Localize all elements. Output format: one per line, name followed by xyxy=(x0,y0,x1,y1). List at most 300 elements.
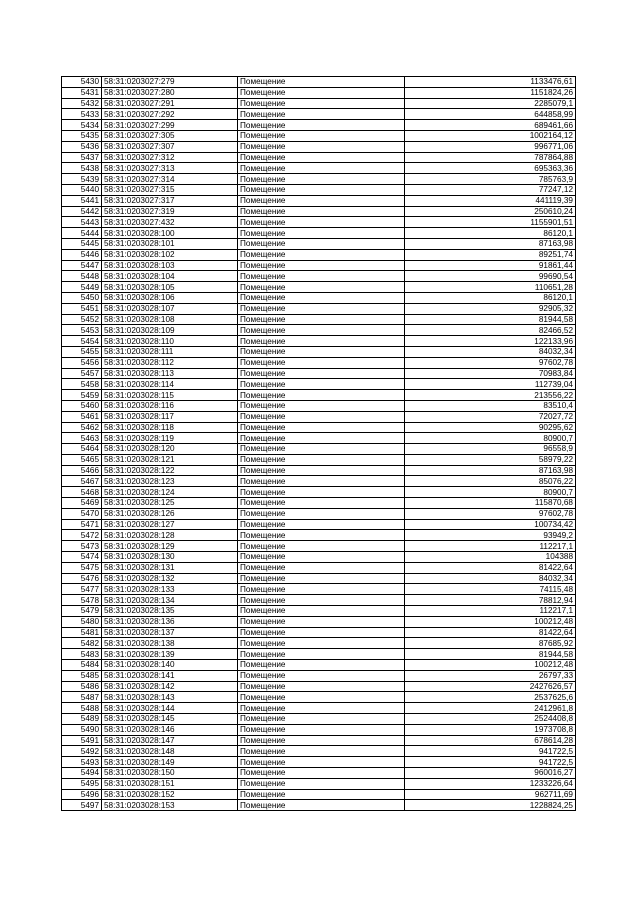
cadastral-value-cell: 962711,69 xyxy=(405,789,576,800)
object-type-cell: Помещение xyxy=(238,379,405,390)
row-number-cell: 5469 xyxy=(62,498,102,509)
table-row xyxy=(62,627,576,638)
cadastral-value-cell: 86120,1 xyxy=(405,292,576,303)
object-type-cell: Помещение xyxy=(238,260,405,271)
cadastral-value-cell: 83510,4 xyxy=(405,400,576,411)
cadastral-number-cell: 58:31:0203028:118 xyxy=(102,422,238,433)
object-type-cell: Помещение xyxy=(238,390,405,401)
table-row xyxy=(62,271,576,282)
cadastral-number-cell: 58:31:0203027:315 xyxy=(102,184,238,195)
table-row xyxy=(62,346,576,357)
object-type-cell: Помещение xyxy=(238,660,405,671)
cadastral-number-cell: 58:31:0203028:110 xyxy=(102,336,238,347)
object-type-cell: Помещение xyxy=(238,465,405,476)
cadastral-number-cell: 58:31:0203028:125 xyxy=(102,498,238,509)
cadastral-value-cell: 689461,66 xyxy=(405,120,576,131)
cadastral-value-cell: 2524408,8 xyxy=(405,714,576,725)
row-number-cell: 5466 xyxy=(62,465,102,476)
cadastral-number-cell: 58:31:0203028:130 xyxy=(102,552,238,563)
object-type-cell: Помещение xyxy=(238,141,405,152)
cadastral-value-cell: 213556,22 xyxy=(405,390,576,401)
table-row xyxy=(62,541,576,552)
row-number-cell: 5473 xyxy=(62,541,102,552)
cadastral-value-cell: 110651,28 xyxy=(405,282,576,293)
object-type-cell: Помещение xyxy=(238,325,405,336)
cadastral-number-cell: 58:31:0203028:121 xyxy=(102,454,238,465)
cadastral-value-cell: 100734,42 xyxy=(405,519,576,530)
table-row xyxy=(62,228,576,239)
cadastral-value-cell: 93949,2 xyxy=(405,530,576,541)
cadastral-value-cell: 1228824,25 xyxy=(405,800,576,811)
table-row xyxy=(62,692,576,703)
cadastral-number-cell: 58:31:0203028:105 xyxy=(102,282,238,293)
cadastral-value-cell: 678614,28 xyxy=(405,735,576,746)
cadastral-number-cell: 58:31:0203027:317 xyxy=(102,195,238,206)
object-type-cell: Помещение xyxy=(238,346,405,357)
row-number-cell: 5468 xyxy=(62,487,102,498)
table-row xyxy=(62,584,576,595)
row-number-cell: 5436 xyxy=(62,141,102,152)
cadastral-number-cell: 58:31:0203028:147 xyxy=(102,735,238,746)
row-number-cell: 5449 xyxy=(62,282,102,293)
row-number-cell: 5472 xyxy=(62,530,102,541)
row-number-cell: 5471 xyxy=(62,519,102,530)
cadastral-number-cell: 58:31:0203027:305 xyxy=(102,130,238,141)
cadastral-value-cell: 90295,62 xyxy=(405,422,576,433)
table-row xyxy=(62,336,576,347)
row-number-cell: 5433 xyxy=(62,109,102,120)
row-number-cell: 5456 xyxy=(62,357,102,368)
row-number-cell: 5442 xyxy=(62,206,102,217)
row-number-cell: 5453 xyxy=(62,325,102,336)
row-number-cell: 5495 xyxy=(62,778,102,789)
row-number-cell: 5490 xyxy=(62,724,102,735)
table-row xyxy=(62,714,576,725)
cadastral-number-cell: 58:31:0203027:299 xyxy=(102,120,238,131)
object-type-cell: Помещение xyxy=(238,206,405,217)
object-type-cell: Помещение xyxy=(238,109,405,120)
row-number-cell: 5434 xyxy=(62,120,102,131)
table-row xyxy=(62,616,576,627)
cadastral-number-cell: 58:31:0203027:291 xyxy=(102,98,238,109)
cadastral-number-cell: 58:31:0203028:104 xyxy=(102,271,238,282)
object-type-cell: Помещение xyxy=(238,120,405,131)
object-type-cell: Помещение xyxy=(238,292,405,303)
row-number-cell: 5446 xyxy=(62,249,102,260)
cadastral-value-cell: 81944,58 xyxy=(405,314,576,325)
row-number-cell: 5477 xyxy=(62,584,102,595)
cadastral-value-cell: 58979,22 xyxy=(405,454,576,465)
object-type-cell: Помещение xyxy=(238,724,405,735)
cadastral-value-cell: 785763,9 xyxy=(405,174,576,185)
table-row xyxy=(62,422,576,433)
object-type-cell: Помещение xyxy=(238,184,405,195)
cadastral-value-cell: 86120,1 xyxy=(405,228,576,239)
table-row xyxy=(62,368,576,379)
row-number-cell: 5487 xyxy=(62,692,102,703)
table-row xyxy=(62,130,576,141)
row-number-cell: 5452 xyxy=(62,314,102,325)
object-type-cell: Помещение xyxy=(238,584,405,595)
table-row xyxy=(62,195,576,206)
cadastral-number-cell: 58:31:0203028:100 xyxy=(102,228,238,239)
row-number-cell: 5441 xyxy=(62,195,102,206)
cadastral-value-cell: 1973708,8 xyxy=(405,724,576,735)
table-row xyxy=(62,120,576,131)
row-number-cell: 5485 xyxy=(62,670,102,681)
row-number-cell: 5492 xyxy=(62,746,102,757)
object-type-cell: Помещение xyxy=(238,670,405,681)
object-type-cell: Помещение xyxy=(238,336,405,347)
row-number-cell: 5474 xyxy=(62,552,102,563)
row-number-cell: 5432 xyxy=(62,98,102,109)
cadastral-value-cell: 99690,54 xyxy=(405,271,576,282)
row-number-cell: 5457 xyxy=(62,368,102,379)
object-type-cell: Помещение xyxy=(238,552,405,563)
row-number-cell: 5465 xyxy=(62,454,102,465)
cadastral-number-cell: 58:31:0203028:148 xyxy=(102,746,238,757)
table-row xyxy=(62,109,576,120)
cadastral-value-cell: 85076,22 xyxy=(405,476,576,487)
cadastral-number-cell: 58:31:0203028:111 xyxy=(102,346,238,357)
object-type-cell: Помещение xyxy=(238,498,405,509)
table-row xyxy=(62,660,576,671)
table-row xyxy=(62,292,576,303)
cadastral-value-cell: 81422,64 xyxy=(405,562,576,573)
table-row xyxy=(62,789,576,800)
cadastral-number-cell: 58:31:0203028:117 xyxy=(102,411,238,422)
table-row xyxy=(62,282,576,293)
cadastral-number-cell: 58:31:0203027:312 xyxy=(102,152,238,163)
table-row xyxy=(62,260,576,271)
cadastral-number-cell: 58:31:0203028:116 xyxy=(102,400,238,411)
table-row xyxy=(62,379,576,390)
cadastral-value-cell: 80900,7 xyxy=(405,487,576,498)
row-number-cell: 5480 xyxy=(62,616,102,627)
cadastral-value-cell: 84032,34 xyxy=(405,346,576,357)
cadastral-number-cell: 58:31:0203028:124 xyxy=(102,487,238,498)
row-number-cell: 5444 xyxy=(62,228,102,239)
cadastral-number-cell: 58:31:0203028:129 xyxy=(102,541,238,552)
cadastral-value-cell: 104388 xyxy=(405,552,576,563)
cadastral-number-cell: 58:31:0203028:122 xyxy=(102,465,238,476)
row-number-cell: 5460 xyxy=(62,400,102,411)
cadastral-value-cell: 1155901,51 xyxy=(405,217,576,228)
cadastral-value-cell: 996771,06 xyxy=(405,141,576,152)
row-number-cell: 5459 xyxy=(62,390,102,401)
object-type-cell: Помещение xyxy=(238,314,405,325)
row-number-cell: 5489 xyxy=(62,714,102,725)
row-number-cell: 5440 xyxy=(62,184,102,195)
cadastral-number-cell: 58:31:0203028:112 xyxy=(102,357,238,368)
table-row xyxy=(62,735,576,746)
cadastral-number-cell: 58:31:0203028:137 xyxy=(102,627,238,638)
object-type-cell: Помещение xyxy=(238,217,405,228)
object-type-cell: Помещение xyxy=(238,530,405,541)
cadastral-number-cell: 58:31:0203028:131 xyxy=(102,562,238,573)
table-row xyxy=(62,649,576,660)
table-row xyxy=(62,152,576,163)
cadastral-value-cell: 941722,5 xyxy=(405,757,576,768)
cadastral-value-cell: 1002164,12 xyxy=(405,130,576,141)
table-row xyxy=(62,249,576,260)
cadastral-value-cell: 250610,24 xyxy=(405,206,576,217)
object-type-cell: Помещение xyxy=(238,789,405,800)
cadastral-number-cell: 58:31:0203028:139 xyxy=(102,649,238,660)
object-type-cell: Помещение xyxy=(238,368,405,379)
object-type-cell: Помещение xyxy=(238,476,405,487)
row-number-cell: 5464 xyxy=(62,444,102,455)
object-type-cell: Помещение xyxy=(238,595,405,606)
table-row xyxy=(62,325,576,336)
table-row xyxy=(62,184,576,195)
table-row xyxy=(62,87,576,98)
cadastral-value-cell: 87685,92 xyxy=(405,638,576,649)
row-number-cell: 5454 xyxy=(62,336,102,347)
row-number-cell: 5497 xyxy=(62,800,102,811)
cadastral-number-cell: 58:31:0203028:106 xyxy=(102,292,238,303)
cadastral-number-cell: 58:31:0203028:126 xyxy=(102,508,238,519)
cadastral-number-cell: 58:31:0203028:142 xyxy=(102,681,238,692)
cadastral-value-cell: 78812,94 xyxy=(405,595,576,606)
row-number-cell: 5430 xyxy=(62,77,102,88)
cadastral-value-cell: 2427626,57 xyxy=(405,681,576,692)
cadastral-number-cell: 58:31:0203028:101 xyxy=(102,238,238,249)
cadastral-value-cell: 92905,32 xyxy=(405,303,576,314)
cadastral-number-cell: 58:31:0203028:127 xyxy=(102,519,238,530)
cadastral-value-cell: 70983,84 xyxy=(405,368,576,379)
object-type-cell: Помещение xyxy=(238,519,405,530)
cadastral-number-cell: 58:31:0203028:138 xyxy=(102,638,238,649)
cadastral-value-cell: 2537625,6 xyxy=(405,692,576,703)
object-type-cell: Помещение xyxy=(238,422,405,433)
table-row xyxy=(62,98,576,109)
table-row xyxy=(62,465,576,476)
row-number-cell: 5475 xyxy=(62,562,102,573)
object-type-cell: Помещение xyxy=(238,411,405,422)
cadastral-value-cell: 122133,96 xyxy=(405,336,576,347)
table-row xyxy=(62,77,576,88)
table-row xyxy=(62,562,576,573)
object-type-cell: Помещение xyxy=(238,77,405,88)
cadastral-value-cell: 1133476,61 xyxy=(405,77,576,88)
cadastral-number-cell: 58:31:0203027:307 xyxy=(102,141,238,152)
cadastral-number-cell: 58:31:0203028:133 xyxy=(102,584,238,595)
cadastral-number-cell: 58:31:0203028:132 xyxy=(102,573,238,584)
object-type-cell: Помещение xyxy=(238,649,405,660)
table-row xyxy=(62,530,576,541)
cadastral-value-cell: 82466,52 xyxy=(405,325,576,336)
cadastral-number-cell: 58:31:0203027:292 xyxy=(102,109,238,120)
object-type-cell: Помещение xyxy=(238,487,405,498)
table-row xyxy=(62,444,576,455)
cadastral-value-table xyxy=(61,76,576,811)
table-row xyxy=(62,778,576,789)
table-row xyxy=(62,390,576,401)
object-type-cell: Помещение xyxy=(238,616,405,627)
cadastral-number-cell: 58:31:0203028:109 xyxy=(102,325,238,336)
object-type-cell: Помещение xyxy=(238,454,405,465)
cadastral-value-cell: 97602,78 xyxy=(405,357,576,368)
cadastral-number-cell: 58:31:0203028:114 xyxy=(102,379,238,390)
table-row xyxy=(62,681,576,692)
cadastral-number-cell: 58:31:0203028:143 xyxy=(102,692,238,703)
cadastral-number-cell: 58:31:0203028:119 xyxy=(102,433,238,444)
table-body xyxy=(62,77,576,811)
table-row xyxy=(62,411,576,422)
object-type-cell: Помещение xyxy=(238,800,405,811)
cadastral-number-cell: 58:31:0203027:313 xyxy=(102,163,238,174)
table-row xyxy=(62,217,576,228)
row-number-cell: 5470 xyxy=(62,508,102,519)
cadastral-value-cell: 100212,48 xyxy=(405,660,576,671)
row-number-cell: 5467 xyxy=(62,476,102,487)
row-number-cell: 5445 xyxy=(62,238,102,249)
table-row xyxy=(62,670,576,681)
cadastral-number-cell: 58:31:0203028:128 xyxy=(102,530,238,541)
table-row xyxy=(62,357,576,368)
object-type-cell: Помещение xyxy=(238,735,405,746)
object-type-cell: Помещение xyxy=(238,87,405,98)
row-number-cell: 5461 xyxy=(62,411,102,422)
row-number-cell: 5450 xyxy=(62,292,102,303)
table-row xyxy=(62,174,576,185)
cadastral-number-cell: 58:31:0203027:314 xyxy=(102,174,238,185)
cadastral-value-cell: 77247,12 xyxy=(405,184,576,195)
cadastral-value-cell: 695363,36 xyxy=(405,163,576,174)
cadastral-number-cell: 58:31:0203028:141 xyxy=(102,670,238,681)
cadastral-value-cell: 87163,98 xyxy=(405,238,576,249)
cadastral-number-cell: 58:31:0203028:135 xyxy=(102,606,238,617)
row-number-cell: 5463 xyxy=(62,433,102,444)
row-number-cell: 5476 xyxy=(62,573,102,584)
row-number-cell: 5479 xyxy=(62,606,102,617)
object-type-cell: Помещение xyxy=(238,627,405,638)
cadastral-value-cell: 72027,72 xyxy=(405,411,576,422)
object-type-cell: Помещение xyxy=(238,249,405,260)
table-row xyxy=(62,498,576,509)
table-row xyxy=(62,746,576,757)
cadastral-number-cell: 58:31:0203028:103 xyxy=(102,260,238,271)
table-row xyxy=(62,595,576,606)
object-type-cell: Помещение xyxy=(238,757,405,768)
cadastral-value-cell: 787864,88 xyxy=(405,152,576,163)
object-type-cell: Помещение xyxy=(238,303,405,314)
cadastral-value-cell: 81944,58 xyxy=(405,649,576,660)
cadastral-value-cell: 80900,7 xyxy=(405,433,576,444)
table-row xyxy=(62,703,576,714)
cadastral-value-cell: 441119,39 xyxy=(405,195,576,206)
cadastral-value-cell: 112217,1 xyxy=(405,541,576,552)
object-type-cell: Помещение xyxy=(238,271,405,282)
object-type-cell: Помещение xyxy=(238,746,405,757)
cadastral-number-cell: 58:31:0203028:108 xyxy=(102,314,238,325)
row-number-cell: 5439 xyxy=(62,174,102,185)
cadastral-value-cell: 960016,27 xyxy=(405,768,576,779)
object-type-cell: Помещение xyxy=(238,400,405,411)
table-row xyxy=(62,206,576,217)
cadastral-number-cell: 58:31:0203028:123 xyxy=(102,476,238,487)
object-type-cell: Помещение xyxy=(238,195,405,206)
table-row xyxy=(62,476,576,487)
object-type-cell: Помещение xyxy=(238,703,405,714)
cadastral-number-cell: 58:31:0203028:152 xyxy=(102,789,238,800)
cadastral-number-cell: 58:31:0203028:145 xyxy=(102,714,238,725)
object-type-cell: Помещение xyxy=(238,174,405,185)
table-row xyxy=(62,303,576,314)
row-number-cell: 5458 xyxy=(62,379,102,390)
cadastral-number-cell: 58:31:0203027:279 xyxy=(102,77,238,88)
cadastral-value-cell: 81422,64 xyxy=(405,627,576,638)
table-row xyxy=(62,800,576,811)
cadastral-number-cell: 58:31:0203028:120 xyxy=(102,444,238,455)
table-row xyxy=(62,433,576,444)
object-type-cell: Помещение xyxy=(238,692,405,703)
cadastral-value-cell: 941722,5 xyxy=(405,746,576,757)
row-number-cell: 5478 xyxy=(62,595,102,606)
cadastral-value-cell: 89251,74 xyxy=(405,249,576,260)
table-row xyxy=(62,573,576,584)
cadastral-number-cell: 58:31:0203028:113 xyxy=(102,368,238,379)
row-number-cell: 5493 xyxy=(62,757,102,768)
cadastral-number-cell: 58:31:0203027:432 xyxy=(102,217,238,228)
cadastral-value-cell: 26797,33 xyxy=(405,670,576,681)
table-row xyxy=(62,238,576,249)
cadastral-value-cell: 1151824,26 xyxy=(405,87,576,98)
cadastral-number-cell: 58:31:0203028:115 xyxy=(102,390,238,401)
cadastral-value-cell: 97602,78 xyxy=(405,508,576,519)
cadastral-value-cell: 87163,98 xyxy=(405,465,576,476)
cadastral-value-cell: 100212,48 xyxy=(405,616,576,627)
cadastral-value-cell: 115870,68 xyxy=(405,498,576,509)
object-type-cell: Помещение xyxy=(238,433,405,444)
object-type-cell: Помещение xyxy=(238,541,405,552)
table-row xyxy=(62,163,576,174)
table-row xyxy=(62,141,576,152)
row-number-cell: 5481 xyxy=(62,627,102,638)
object-type-cell: Помещение xyxy=(238,681,405,692)
cadastral-value-cell: 91861,44 xyxy=(405,260,576,271)
cadastral-number-cell: 58:31:0203028:102 xyxy=(102,249,238,260)
cadastral-number-cell: 58:31:0203028:151 xyxy=(102,778,238,789)
cadastral-number-cell: 58:31:0203028:140 xyxy=(102,660,238,671)
cadastral-number-cell: 58:31:0203028:149 xyxy=(102,757,238,768)
cadastral-number-cell: 58:31:0203028:144 xyxy=(102,703,238,714)
cadastral-number-cell: 58:31:0203028:136 xyxy=(102,616,238,627)
table-row xyxy=(62,314,576,325)
object-type-cell: Помещение xyxy=(238,714,405,725)
cadastral-number-cell: 58:31:0203028:150 xyxy=(102,768,238,779)
cadastral-number-cell: 58:31:0203028:134 xyxy=(102,595,238,606)
cadastral-number-cell: 58:31:0203028:107 xyxy=(102,303,238,314)
row-number-cell: 5448 xyxy=(62,271,102,282)
table-row xyxy=(62,606,576,617)
object-type-cell: Помещение xyxy=(238,638,405,649)
row-number-cell: 5462 xyxy=(62,422,102,433)
cadastral-value-cell: 1233226,64 xyxy=(405,778,576,789)
table-row xyxy=(62,638,576,649)
row-number-cell: 5483 xyxy=(62,649,102,660)
cadastral-value-cell: 112217,1 xyxy=(405,606,576,617)
row-number-cell: 5447 xyxy=(62,260,102,271)
object-type-cell: Помещение xyxy=(238,778,405,789)
object-type-cell: Помещение xyxy=(238,562,405,573)
object-type-cell: Помещение xyxy=(238,357,405,368)
object-type-cell: Помещение xyxy=(238,444,405,455)
cadastral-value-cell: 2412961,8 xyxy=(405,703,576,714)
cadastral-value-cell: 96558,9 xyxy=(405,444,576,455)
object-type-cell: Помещение xyxy=(238,130,405,141)
